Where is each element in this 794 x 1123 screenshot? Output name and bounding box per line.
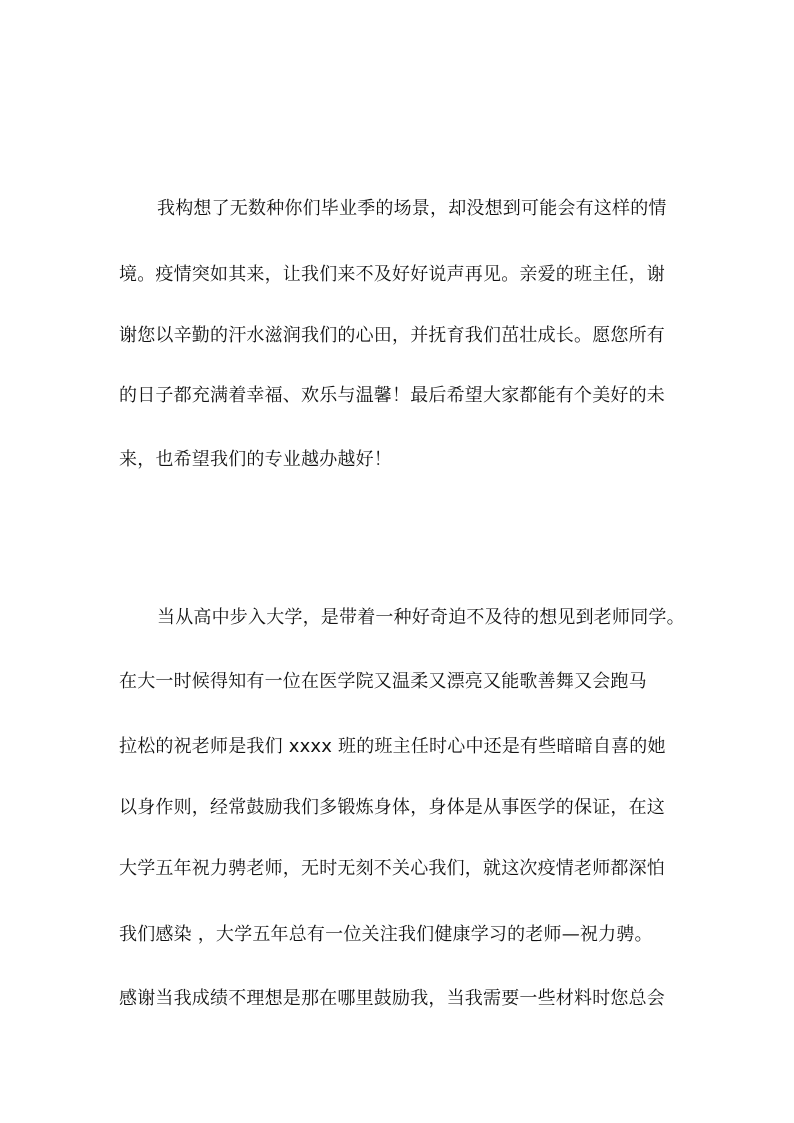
paragraph-2-line-3: 拉松的祝老师是我们 xxxx 班的班主任时心中还是有些暗暗自喜的她	[119, 736, 666, 757]
paragraph-2-line-6: 我们感染 ，大学五年总有一位关注我们健康学习的老师—祝力骋。	[119, 924, 653, 945]
paragraph-1-line-5: 来，也希望我们的专业越办越好！	[119, 449, 392, 470]
paragraph-2-line-2: 在大一时候得知有一位在医学院又温柔又漂亮又能歌善舞又会跑马	[119, 671, 647, 692]
paragraph-1-line-3: 谢您以辛勤的汗水滋润我们的心田，并抚育我们茁壮成长。愿您所有	[119, 325, 665, 346]
paragraph-2-line-7: 感谢当我成绩不理想是那在哪里鼓励我，当我需要一些材料时您总会	[119, 988, 665, 1009]
paragraph-1-line-2: 境。疫情突如其来，让我们来不及好好说声再见。亲爱的班主任，谢	[119, 264, 665, 285]
paragraph-2-line-5: 大学五年祝力骋老师，无时无刻不关心我们，就这次疫情老师都深怕	[119, 858, 665, 879]
paragraph-1-line-1: 我构想了无数种你们毕业季的场景，却没想到可能会有这样的情	[157, 198, 667, 219]
paragraph-1-line-4: 的日子都充满着幸福、欢乐与温馨！最后希望大家都能有个美好的未	[119, 385, 665, 406]
paragraph-2-line-1: 当从高中步入大学，是带着一种好奇迫不及待的想见到老师同学。	[157, 607, 685, 628]
paragraph-2-line-4: 以身作则，经常鼓励我们多锻炼身体，身体是从事医学的保证，在这	[119, 797, 665, 818]
